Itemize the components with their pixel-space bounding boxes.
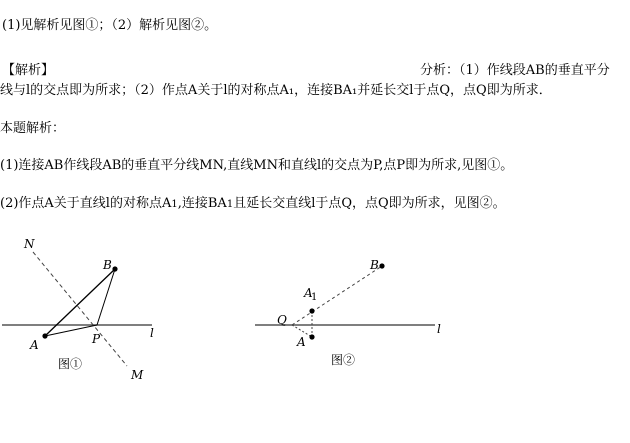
figure-2 bbox=[255, 258, 441, 367]
point-a1 bbox=[309, 308, 314, 313]
label-m: M bbox=[131, 368, 144, 382]
analysis-heading: 【解析】 bbox=[2, 63, 55, 78]
label-a-fig1: A bbox=[30, 338, 39, 352]
caption-fig2: 图② bbox=[331, 353, 356, 367]
label-q: Q bbox=[277, 313, 287, 327]
label-l-fig1: l bbox=[150, 326, 154, 340]
segment-ap bbox=[45, 325, 97, 336]
solution-heading: 本题解析： bbox=[0, 121, 66, 136]
label-b-fig2: B bbox=[370, 258, 379, 272]
label-b-fig1: B bbox=[103, 258, 112, 272]
label-a1: A bbox=[304, 286, 313, 300]
caption-fig1: 图① bbox=[58, 357, 83, 371]
label-a1-sub: 1 bbox=[311, 292, 318, 303]
point-b-fig1 bbox=[112, 266, 117, 271]
figure-1 bbox=[2, 237, 154, 382]
label-n: N bbox=[24, 237, 35, 251]
analysis-head-right: 分析：（1）作线段AB的垂直平分 bbox=[420, 63, 610, 78]
solution-step1: (1)连接AB作线段AB的垂直平分线MN,直线MN和直线l的交点为P,点P即为所求,见图①。 bbox=[0, 158, 514, 173]
label-p: P bbox=[92, 332, 101, 346]
label-a-fig2: A bbox=[297, 335, 306, 349]
point-b-fig2 bbox=[379, 263, 384, 268]
analysis-line2: 线与l的交点即为所求；（2）作点A关于l的对称点A₁，连接BA₁并延长交l于点Q，点Q即为所求． bbox=[0, 83, 552, 98]
point-a-fig2 bbox=[309, 334, 314, 339]
answer-line: (1)见解析见图①；（2）解析见图②。 bbox=[2, 18, 218, 33]
step2-part-a: (2)作点A关于直线l的对称点A bbox=[0, 196, 172, 211]
step2-sub-1: 1 bbox=[171, 199, 178, 210]
label-l-fig2: l bbox=[437, 322, 441, 336]
step2-part-c: 且延长交直线l于点Q，点Q即为所求，见图②。 bbox=[233, 196, 506, 211]
point-a-fig1 bbox=[42, 333, 47, 338]
step2-part-b: ,连接BA bbox=[177, 196, 227, 211]
step2-sub-2: 1 bbox=[226, 199, 234, 210]
